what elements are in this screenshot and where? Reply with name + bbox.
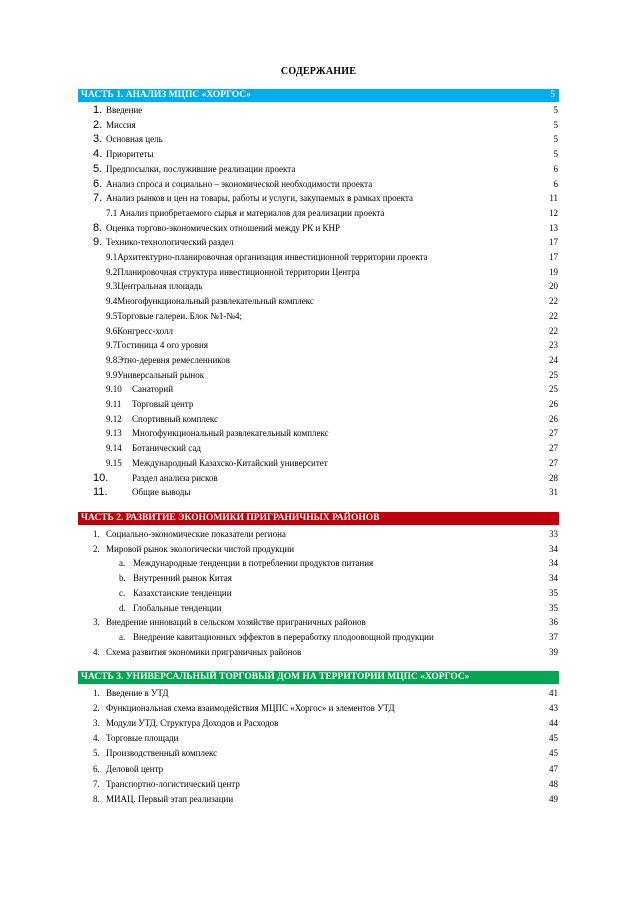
toc-entry-page: 45 <box>549 733 558 744</box>
toc-entry-title: Мировой рынок экологически чистой продукции <box>106 543 295 554</box>
toc-entry-title: Внедрение инноваций в сельском хозяйстве приграничных районов <box>106 617 366 628</box>
toc-entry[interactable] <box>0 601 637 615</box>
toc-entry-page: 49 <box>549 793 558 804</box>
toc-entry-number: 6. <box>93 763 100 774</box>
toc-entry-page: 22 <box>549 325 558 336</box>
toc-entry[interactable] <box>0 615 637 629</box>
toc-entry[interactable] <box>0 746 637 760</box>
toc-entry-number: 4. <box>93 733 100 744</box>
toc-entry-title: Международный Казахско-Китайский университет <box>132 457 328 468</box>
toc-entry-title: Международные тенденции в потреблении продуктов питания <box>133 558 374 569</box>
toc-entry-title: Предпосылки, послужившие реализации проекта <box>106 163 296 174</box>
toc-entry[interactable] <box>0 118 637 132</box>
toc-entry[interactable] <box>0 235 637 249</box>
toc-entry-title: Торговый центр <box>132 399 194 409</box>
toc-entry-title: Приоритеты <box>106 149 154 160</box>
part-1-page: 5 <box>550 90 555 100</box>
toc-entry-number: 5. <box>93 748 100 759</box>
toc-entry-number: 2. <box>93 543 100 554</box>
toc-entry[interactable] <box>0 162 637 176</box>
toc-entry[interactable] <box>0 716 637 730</box>
toc-entry-page: 27 <box>549 443 558 454</box>
toc-entry[interactable] <box>0 586 637 600</box>
toc-entry-number: 9.13 <box>106 428 122 439</box>
toc-entry-title: Глобальные тенденции <box>133 602 222 613</box>
toc-entry-number: 1. <box>93 104 103 116</box>
toc-entry-page: 27 <box>549 457 558 468</box>
toc-entry[interactable] <box>0 456 637 470</box>
toc-entry-title: Анализ спроса и социально – экономической необходимости проекта <box>106 178 373 189</box>
toc-entry-title: Многофункциональный развлекательный комплекс <box>132 428 329 439</box>
toc-entry-title: Модули УТД. Структура Доходов и Расходов <box>106 718 279 729</box>
toc-entry-title: Миссия <box>106 119 136 130</box>
toc-entry-page: 22 <box>549 310 558 321</box>
toc-entry-page: 35 <box>549 587 558 598</box>
toc-entry-number: 2. <box>93 703 100 714</box>
toc-entry-page: 22 <box>549 296 558 307</box>
toc-entry[interactable] <box>0 527 637 541</box>
toc-entry[interactable] <box>0 792 637 806</box>
toc-entry-page: 41 <box>549 688 558 698</box>
toc-entry-page: 24 <box>549 354 558 365</box>
toc-entry[interactable] <box>0 294 637 308</box>
toc-entry-number: 5. <box>93 162 103 175</box>
part-3-header[interactable] <box>78 671 559 684</box>
toc-entry-title: Оценка торгово-экономических отношений между РК и КНР <box>106 222 341 233</box>
toc-entry-page: 26 <box>549 399 558 409</box>
toc-entry-number: 3. <box>93 133 103 146</box>
toc-entry-page: 39 <box>549 646 558 657</box>
toc-entry-page: 36 <box>549 617 558 628</box>
toc-entry[interactable] <box>0 471 637 485</box>
toc-entry[interactable] <box>0 103 637 117</box>
toc-entry[interactable] <box>0 701 637 715</box>
toc-entry[interactable] <box>0 324 637 338</box>
toc-entry-page: 27 <box>549 428 558 439</box>
toc-entry[interactable] <box>0 191 637 205</box>
toc-entry-number: 9.14 <box>106 443 122 454</box>
toc-entry[interactable] <box>0 731 637 745</box>
toc-entry[interactable] <box>0 309 637 323</box>
toc-entry-number: 9.15 <box>106 457 122 468</box>
toc-entry-title: Внутренний рынок Китая <box>133 573 232 584</box>
toc-entry-page: 5 <box>553 134 558 145</box>
toc-entry-title: 9.3Центральная площадь <box>106 281 203 292</box>
part-1-header[interactable] <box>78 89 559 102</box>
toc-entry-number: d. <box>119 602 126 613</box>
toc-entry-number: 9.11 <box>106 399 122 409</box>
toc-entry-title: Введение в УТД <box>106 688 169 698</box>
toc-entry[interactable] <box>0 265 637 279</box>
toc-entry-page: 17 <box>549 252 558 262</box>
toc-entry-title: Анализ рынков и цен на товары, работы и услуги, закупаемых в рамках проекта <box>106 193 413 204</box>
toc-entry[interactable] <box>0 221 637 235</box>
toc-entry-page: 25 <box>549 369 558 380</box>
toc-entry-number: 9.12 <box>106 413 122 424</box>
toc-entry-title: Раздел анализа рисков <box>132 472 218 483</box>
toc-entry-number: 3. <box>93 718 100 729</box>
toc-entry-page: 34 <box>549 573 558 584</box>
toc-entry[interactable] <box>0 250 637 264</box>
toc-entry[interactable] <box>0 279 637 293</box>
toc-entry[interactable] <box>0 206 637 220</box>
part-2-header[interactable] <box>78 512 559 525</box>
toc-entry-number: 3. <box>93 617 100 628</box>
toc-entry-page: 43 <box>549 703 558 714</box>
toc-entry-title: Ботанический сад <box>132 443 201 454</box>
toc-entry-number: 7. <box>93 192 103 205</box>
toc-entry-number: b. <box>119 573 126 584</box>
toc-entry-page: 34 <box>549 543 558 554</box>
toc-entry-page: 28 <box>549 472 558 483</box>
toc-entry-number: 4. <box>93 148 103 161</box>
toc-entry-page: 19 <box>549 266 558 277</box>
toc-entry-number: a. <box>119 558 126 569</box>
toc-entry[interactable] <box>0 338 637 352</box>
toc-entry-page: 34 <box>549 558 558 569</box>
toc-entry[interactable] <box>0 382 637 396</box>
toc-entry[interactable] <box>0 132 637 146</box>
toc-entry-page: 31 <box>549 487 558 498</box>
toc-entry-number: 7. <box>93 778 100 789</box>
toc-entry[interactable] <box>0 412 637 426</box>
toc-entry[interactable] <box>0 762 637 776</box>
toc-entry-number: 8. <box>93 221 103 234</box>
toc-entry-page: 6 <box>553 163 558 174</box>
toc-entry[interactable] <box>0 556 637 570</box>
toc-entry[interactable] <box>0 397 637 411</box>
part-3-label: ЧАСТЬ 3. УНИВЕРСАЛЬНЫЙ ТОРГОВЫЙ ДОМ НА ТЕРРИТОРИИ МЦПС «ХОРГОС» <box>81 672 470 682</box>
toc-entry-title: Торговые площади <box>106 733 179 744</box>
toc-entry-page: 37 <box>549 631 558 642</box>
toc-entry-number: 9. <box>93 236 103 249</box>
toc-entry-number: 8. <box>93 793 100 804</box>
toc-entry[interactable] <box>0 686 637 700</box>
toc-entry-page: 23 <box>549 340 558 351</box>
toc-entry[interactable] <box>0 441 637 455</box>
toc-entry[interactable] <box>0 542 637 556</box>
toc-entry-title: Транспортно-логистический центр <box>106 778 240 789</box>
toc-entry-number: 4. <box>93 646 100 657</box>
toc-entry-title: Схема развития экономики приграничных районов <box>106 646 302 657</box>
toc-entry-page: 13 <box>549 222 558 233</box>
toc-entry-number: 9.10 <box>106 384 122 395</box>
toc-entry-page: 6 <box>553 178 558 189</box>
toc-entry-page: 5 <box>553 149 558 160</box>
toc-entry-title: Основная цель <box>106 134 163 145</box>
toc-entry-title: 9.9Универсальный рынок <box>106 369 205 380</box>
toc-entry-title: Производственный комплекс <box>106 748 218 759</box>
toc-entry-page: 47 <box>549 763 558 774</box>
toc-entry-title: 9.1Архитектурно-планировочная организация инвестиционной территории проекта <box>106 252 428 262</box>
toc-entry-page: 12 <box>549 207 558 218</box>
toc-entry[interactable] <box>0 147 637 161</box>
toc-entry-title: МИАЦ. Первый этап реализации <box>106 793 234 804</box>
toc-entry[interactable] <box>0 177 637 191</box>
toc-entry-number: 10. <box>93 471 109 484</box>
toc-entry-title: 9.6Конгресс-холл <box>106 325 174 336</box>
toc-entry-title: 9.5Торговые галереи. Блок №1-№4; <box>106 310 242 321</box>
toc-entry-title: 9.7Гостиница 4 ого уровня <box>106 340 208 351</box>
toc-entry[interactable] <box>0 645 637 659</box>
toc-entry-page: 25 <box>549 384 558 395</box>
part-1-label: ЧАСТЬ 1. АНАЛИЗ МЦПС «ХОРГОС» <box>81 90 251 100</box>
toc-entry-title: Внедрение кавитационных эффектов в переработку плодоовощной продукции <box>133 631 434 642</box>
toc-entry-number: 1. <box>93 529 100 539</box>
toc-entry-number: 6. <box>93 177 103 190</box>
toc-entry-title: Функциональная схема взаимодействия МЦПС «Хоргос» и элементов УТД <box>106 703 395 714</box>
toc-entry-number: 11. <box>93 486 108 499</box>
toc-entry-title: Технико-технологический раздел <box>106 237 234 248</box>
toc-entry-number: 1. <box>93 688 100 698</box>
toc-entry-title: 9.8Этно-деревня ремесленников <box>106 354 230 365</box>
toc-entry-title: 9.4Многофункциональный развлекательный комплекс <box>106 296 314 307</box>
toc-entry[interactable] <box>0 368 637 382</box>
toc-entry-page: 33 <box>549 529 558 539</box>
toc-entry[interactable] <box>0 630 637 644</box>
toc-entry[interactable] <box>0 353 637 367</box>
toc-entry-title: Деловой центр <box>106 763 164 774</box>
toc-entry-page: 5 <box>553 105 558 115</box>
toc-entry-page: 35 <box>549 602 558 613</box>
toc-entry-number: a. <box>119 631 126 642</box>
toc-entry-page: 44 <box>549 718 558 729</box>
toc-entry-page: 26 <box>549 413 558 424</box>
toc-entry-number: 2. <box>93 118 103 131</box>
toc-entry-title: Казахстанские тенденции <box>133 587 232 598</box>
toc-entry[interactable] <box>0 485 637 499</box>
toc-entry-page: 17 <box>549 237 558 248</box>
toc-entry-page: 48 <box>549 778 558 789</box>
toc-entry-page: 11 <box>549 193 558 204</box>
toc-entry-title: 9.2Планировочная структура инвестиционной территории Центра <box>106 266 360 277</box>
toc-entry[interactable] <box>0 777 637 791</box>
toc-entry-title: Общие выводы <box>132 487 191 498</box>
toc-entry-title: Введение <box>106 105 143 115</box>
toc-entry-title: Санаторий <box>132 384 174 395</box>
toc-entry-page: 5 <box>553 119 558 130</box>
toc-entry[interactable] <box>0 426 637 440</box>
toc-entry-title: Социально-экономические показатели региона <box>106 529 286 539</box>
part-2-label: ЧАСТЬ 2. РАЗВИТИЕ ЭКОНОМИКИ ПРИГРАНИЧНЫХ РАЙОНОВ <box>81 513 380 523</box>
toc-entry-title: Спортивный комплекс <box>132 413 219 424</box>
toc-entry-number: c. <box>119 587 126 598</box>
toc-entry-page: 20 <box>549 281 558 292</box>
toc-entry-page: 45 <box>549 748 558 759</box>
toc-entry-title: 7.1 Анализ приобретаемого сырья и материалов для реализации проекта <box>106 207 385 218</box>
page-title: СОДЕРЖАНИЕ <box>280 66 357 77</box>
toc-entry[interactable] <box>0 571 637 585</box>
